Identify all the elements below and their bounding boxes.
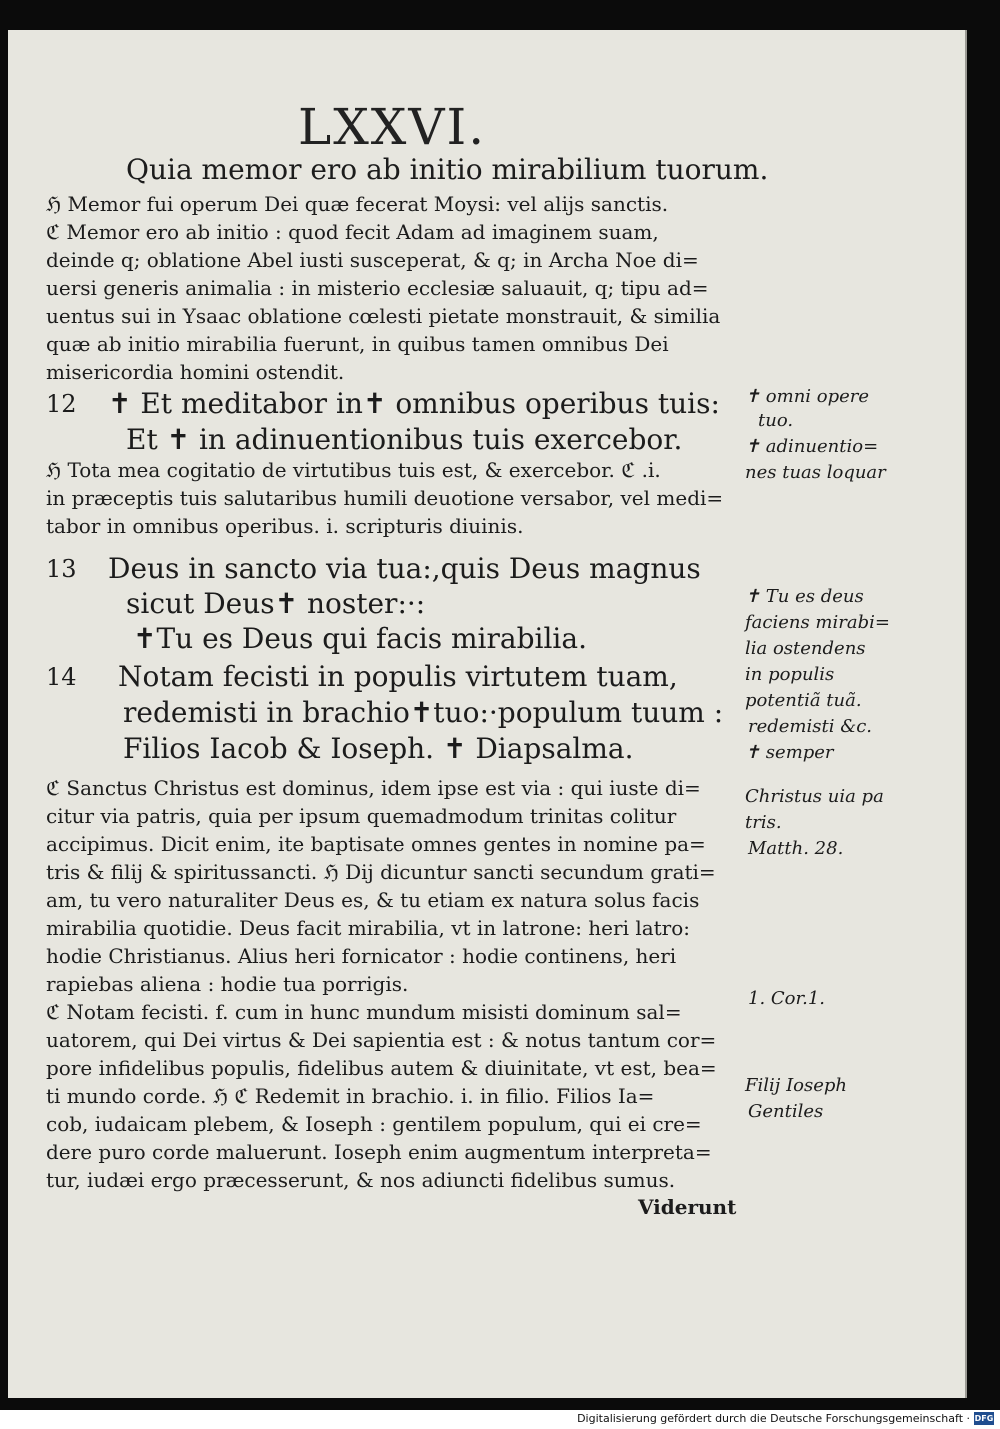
text-line: tabor in omnibus operibus. i. scripturis diuinis. [46,514,524,538]
text-line: ℌ Memor fui operum Dei quæ fecerat Moysi: vel alijs sanctis. [46,192,669,216]
margin-note: nes tuas loquar [745,462,886,483]
margin-note: Filij Ioseph [745,1075,848,1096]
verse-number: 12 [46,390,77,418]
margin-note: ✝ omni opere [745,386,870,407]
margin-note: ✝ Tu es deus [745,586,864,607]
footer-bar [0,1410,1000,1429]
margin-note: ✝ semper [745,742,834,763]
text-line: quæ ab initio mirabilia fuerunt, in quibus tamen omnibus Dei [46,332,669,356]
margin-note: ✝ adinuentio= [745,436,879,457]
catchword: Viderunt [638,1195,737,1219]
text-line: accipimus. Dicit enim, ite baptisate omnes gentes in nomine pa= [46,832,706,856]
margin-note: Gentiles [748,1101,824,1122]
text-line: misericordia homini ostendit. [46,360,345,384]
text-line: sicut Deus✝ noster:·: [126,587,426,620]
text-line: Filios Iacob & Ioseph. ✝ Diapsalma. [123,732,634,765]
margin-note: potentiã tuã. [745,690,862,711]
margin-note: tris. [745,812,782,833]
margin-note: Matth. 28. [748,838,844,859]
text-line: Quia memor ero ab initio mirabilium tuorum. [126,153,769,186]
text-line: uentus sui in Ysaac oblatione cœlesti pietate monstrauit, & similia [46,304,721,328]
margin-note: lia ostendens [745,638,866,659]
text-line: Deus in sancto via tua:,quis Deus magnus [108,552,701,585]
text-line: rapiebas aliena : hodie tua porrigis. [46,972,409,996]
text-line: ℭ Sanctus Christus est dominus, idem ipse est via : qui iuste di= [46,776,701,800]
text-line: uersi generis animalia : in misterio ecclesiæ saluauit, q; tipu ad= [46,276,709,300]
text-line: hodie Christianus. Alius heri fornicator : hodie continens, heri [46,944,677,968]
folio-number: LXXVI. [298,98,487,156]
text-line: mirabilia quotidie. Deus facit mirabilia, vt in latrone: heri latro: [46,916,691,940]
text-line: citur via patris, quia per ipsum quemadmodum trinitas colitur [46,804,677,828]
text-line: cob, iudaicam plebem, & Ioseph : gentilem populum, qui ei cre= [46,1112,702,1136]
footer-credit: Digitalisierung gefördert durch die Deutsche Forschungsgemeinschaft · [577,1412,970,1425]
text-line: ℭ Memor ero ab initio : quod fecit Adam ad imaginem suam, [46,220,659,244]
margin-note: in populis [745,664,835,685]
text-line: ti mundo corde. ℌ ℭ Redemit in brachio. i. in filio. Filios Ia= [46,1084,655,1108]
text-line: ✝ Et meditabor in✝ omnibus operibus tuis: [108,387,720,420]
verse-number: 13 [46,555,77,583]
page-content [8,30,965,1398]
text-line: deinde q; oblatione Abel iusti susceperat, & q; in Archa Noe di= [46,248,699,272]
book-page [8,30,967,1398]
text-line: am, tu vero naturaliter Deus es, & tu etiam ex natura solus facis [46,888,700,912]
text-line: uatorem, qui Dei virtus & Dei sapientia est : & notus tantum cor= [46,1028,717,1052]
text-line: Notam fecisti in populis virtutem tuam, [118,660,678,693]
dfg-logo: DFG [974,1414,994,1423]
text-line: tur, iudæi ergo præcesserunt, & nos adiuncti fidelibus sumus. [46,1168,676,1192]
text-line: redemisti in brachio✝tuo:·populum tuum : [123,696,724,729]
text-line: in præceptis tuis salutaribus humili deuotione versabor, vel medi= [46,486,724,510]
text-line: ✝Tu es Deus qui facis mirabilia. [133,622,587,655]
text-line: tris & filij & spiritussancti. ℌ Dij dicuntur sancti secundum grati= [46,860,716,884]
text-line: ℭ Notam fecisti. f. cum in hunc mundum misisti dominum sal= [46,1000,682,1024]
margin-note: tuo. [758,410,794,431]
text-line: Et ✝ in adinuentionibus tuis exercebor. [126,423,683,456]
margin-note: Christus uia pa [745,786,884,807]
text-line: dere puro corde maluerunt. Ioseph enim augmentum interpreta= [46,1140,712,1164]
margin-note: redemisti &c. [748,716,873,737]
text-line: pore infidelibus populis, fidelibus autem & diuinitate, vt est, bea= [46,1056,717,1080]
margin-note: 1. Cor.1. [748,988,826,1009]
text-line: ℌ Tota mea cogitatio de virtutibus tuis est, & exercebor. ℭ .i. [46,458,661,482]
verse-number: 14 [46,663,77,691]
margin-note: faciens mirabi= [745,612,890,633]
